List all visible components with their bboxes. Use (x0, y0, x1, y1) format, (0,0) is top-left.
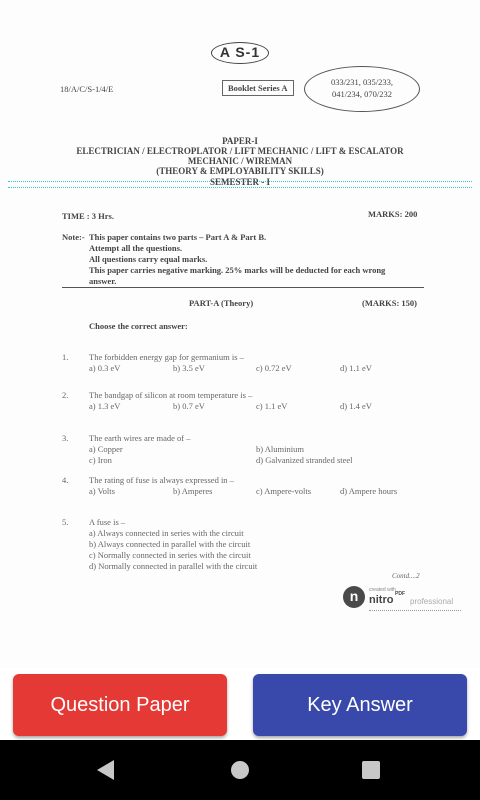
option-c: c) Normally connected in series with the circuit (89, 550, 251, 560)
theory-line: (THEORY & EMPLOYABILITY SKILLS) (156, 166, 324, 176)
question-text: The bandgap of silicon at room temperature is – (89, 390, 253, 400)
option-a: a) Copper (89, 444, 123, 454)
option-b: b) 3.5 eV (173, 363, 205, 373)
total-marks: MARKS: 200 (368, 209, 418, 219)
continued-text: Contd....2 (392, 572, 420, 580)
instruction-text: Choose the correct answer: (89, 321, 188, 331)
key-answer-button[interactable]: Key Answer (253, 674, 467, 736)
question-text: A fuse is – (89, 517, 126, 527)
nitro-logo-icon (343, 586, 365, 608)
question-text: The earth wires are made of – (89, 433, 191, 443)
question-number: 3. (62, 433, 69, 443)
option-c: c) Iron (89, 455, 112, 465)
back-triangle-icon[interactable] (97, 760, 114, 780)
trade-codes-line1: 033/231, 035/233, (330, 77, 394, 87)
note-label: Note:- (62, 232, 85, 242)
time-label: TIME : 3 Hrs. (62, 211, 114, 221)
option-c: c) 1.1 eV (256, 401, 288, 411)
option-d: d) Ampere hours (340, 486, 398, 496)
created-with-text: created with (369, 587, 396, 593)
trades-line2: MECHANIC / WIREMAN (187, 156, 293, 166)
trades-line1: ELECTRICIAN / ELECTROPLATOR / LIFT MECHANIC / LIFT & ESCALATOR (76, 146, 404, 156)
question-number: 4. (62, 475, 69, 485)
note-divider (62, 287, 424, 288)
professional-wordmark: professional (410, 597, 454, 606)
nitro-underline (369, 610, 461, 611)
question-text: The forbidden energy gap for germanium is – (89, 352, 244, 362)
part-a-title: PART-A (Theory) (189, 298, 254, 308)
option-a: a) 0.3 eV (89, 363, 121, 373)
booklet-series-box: Booklet Series A (222, 80, 294, 96)
system-navigation-bar (0, 740, 480, 800)
note-line5: answer. (89, 276, 117, 286)
option-d: d) Normally connected in parallel with the circuit (89, 561, 258, 571)
option-b: b) Amperes (173, 486, 213, 496)
question-number: 5. (62, 517, 69, 527)
scan-divider-2 (8, 187, 472, 188)
option-d: d) 1.4 eV (340, 401, 372, 411)
question-number: 1. (62, 352, 69, 362)
question-text: The rating of fuse is always expressed in – (89, 475, 234, 485)
nitro-wordmark: nitro (369, 594, 394, 606)
note-line4: This paper carries negative marking. 25% marks will be deducted for each wrong (89, 265, 386, 275)
option-b: b) 0.7 eV (173, 401, 205, 411)
series-code-oval: A S-1 (211, 42, 269, 64)
option-a: a) Volts (89, 486, 115, 496)
paper-code: 18/A/C/S-1/4/E (60, 84, 114, 94)
option-b: b) Aluminium (256, 444, 304, 454)
question-paper-button[interactable]: Question Paper (13, 674, 227, 736)
semester-line: SEMESTER - I (209, 177, 271, 187)
part-a-marks: (MARKS: 150) (362, 298, 418, 308)
option-c: c) Ampere-volts (256, 486, 311, 496)
option-d: d) 1.1 eV (340, 363, 372, 373)
recent-square-icon[interactable] (362, 761, 380, 779)
option-b: b) Always connected in parallel with the circuit (89, 539, 251, 549)
home-circle-icon[interactable] (231, 761, 249, 779)
pdf-superscript: PDF (395, 591, 405, 597)
note-line1: This paper contains two parts – Part A & Part B. (89, 232, 267, 242)
option-a: a) Always connected in series with the circuit (89, 528, 244, 538)
option-c: c) 0.72 eV (256, 363, 292, 373)
trade-codes-oval (304, 66, 420, 112)
note-line2: Attempt all the questions. (89, 243, 183, 253)
nitro-logo-letter: n (349, 588, 359, 604)
option-d: d) Galvanized stranded steel (256, 455, 353, 465)
question-number: 2. (62, 390, 69, 400)
trade-codes-line2: 041/234, 070/232 (332, 89, 392, 99)
paper-title: PAPER-I (222, 136, 258, 146)
note-line3: All questions carry equal marks. (89, 254, 208, 264)
option-a: a) 1.3 eV (89, 401, 121, 411)
